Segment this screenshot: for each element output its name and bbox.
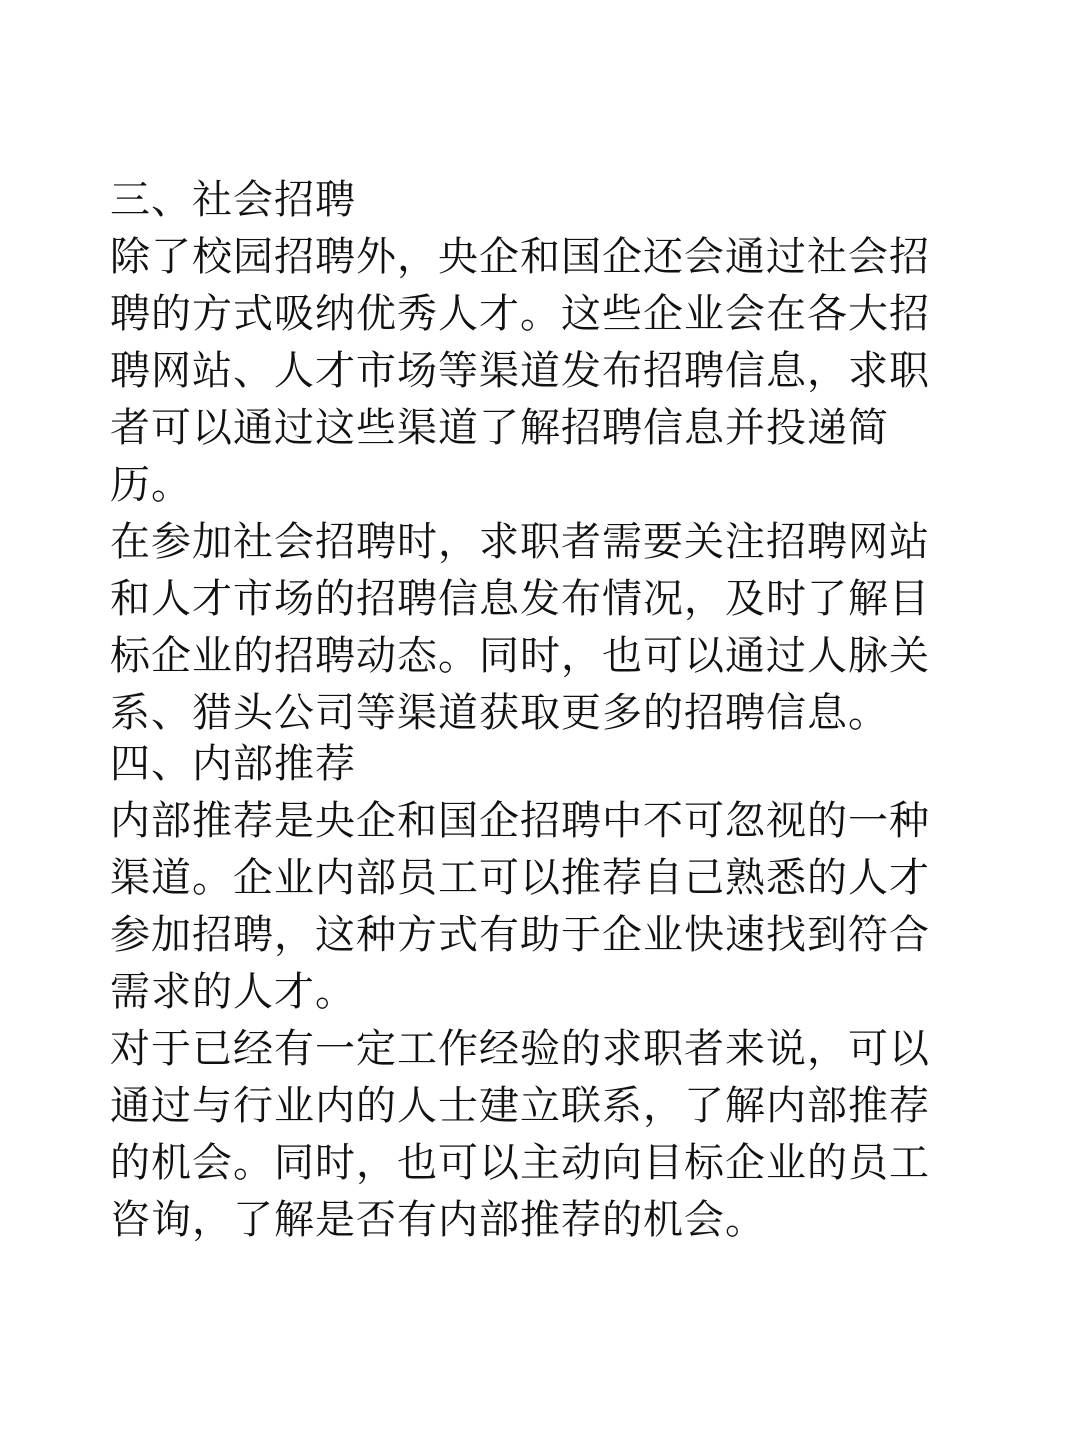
section-heading: 四、内部推荐 xyxy=(110,741,356,787)
section-heading: 三、社会招聘 xyxy=(110,177,356,223)
section-internal-referral xyxy=(110,736,970,1249)
section-paragraph: 内部推荐是央企和国企招聘中不可忽视的一种渠道。企业内部员工可以推荐自己熟悉的人才参加招聘，这种方式有助于企业快速找到符合需求的人才。 xyxy=(110,798,930,1015)
section-paragraph: 除了校园招聘外，央企和国企还会通过社会招聘的方式吸纳优秀人才。这些企业会在各大招聘网站、人才市场等渠道发布招聘信息，求职者可以通过这些渠道了解招聘信息并投递简历。 xyxy=(110,234,930,508)
section-social-recruitment xyxy=(110,172,970,742)
section-paragraph: 对于已经有一定工作经验的求职者来说，可以通过与行业内的人士建立联系，了解内部推荐的机会。同时，也可以主动向目标企业的员工咨询，了解是否有内部推荐的机会。 xyxy=(110,1026,930,1243)
section-paragraph: 在参加社会招聘时，求职者需要关注招聘网站和人才市场的招聘信息发布情况，及时了解目标企业的招聘动态。同时，也可以通过人脉关系、猎头公司等渠道获取更多的招聘信息。 xyxy=(110,519,930,736)
